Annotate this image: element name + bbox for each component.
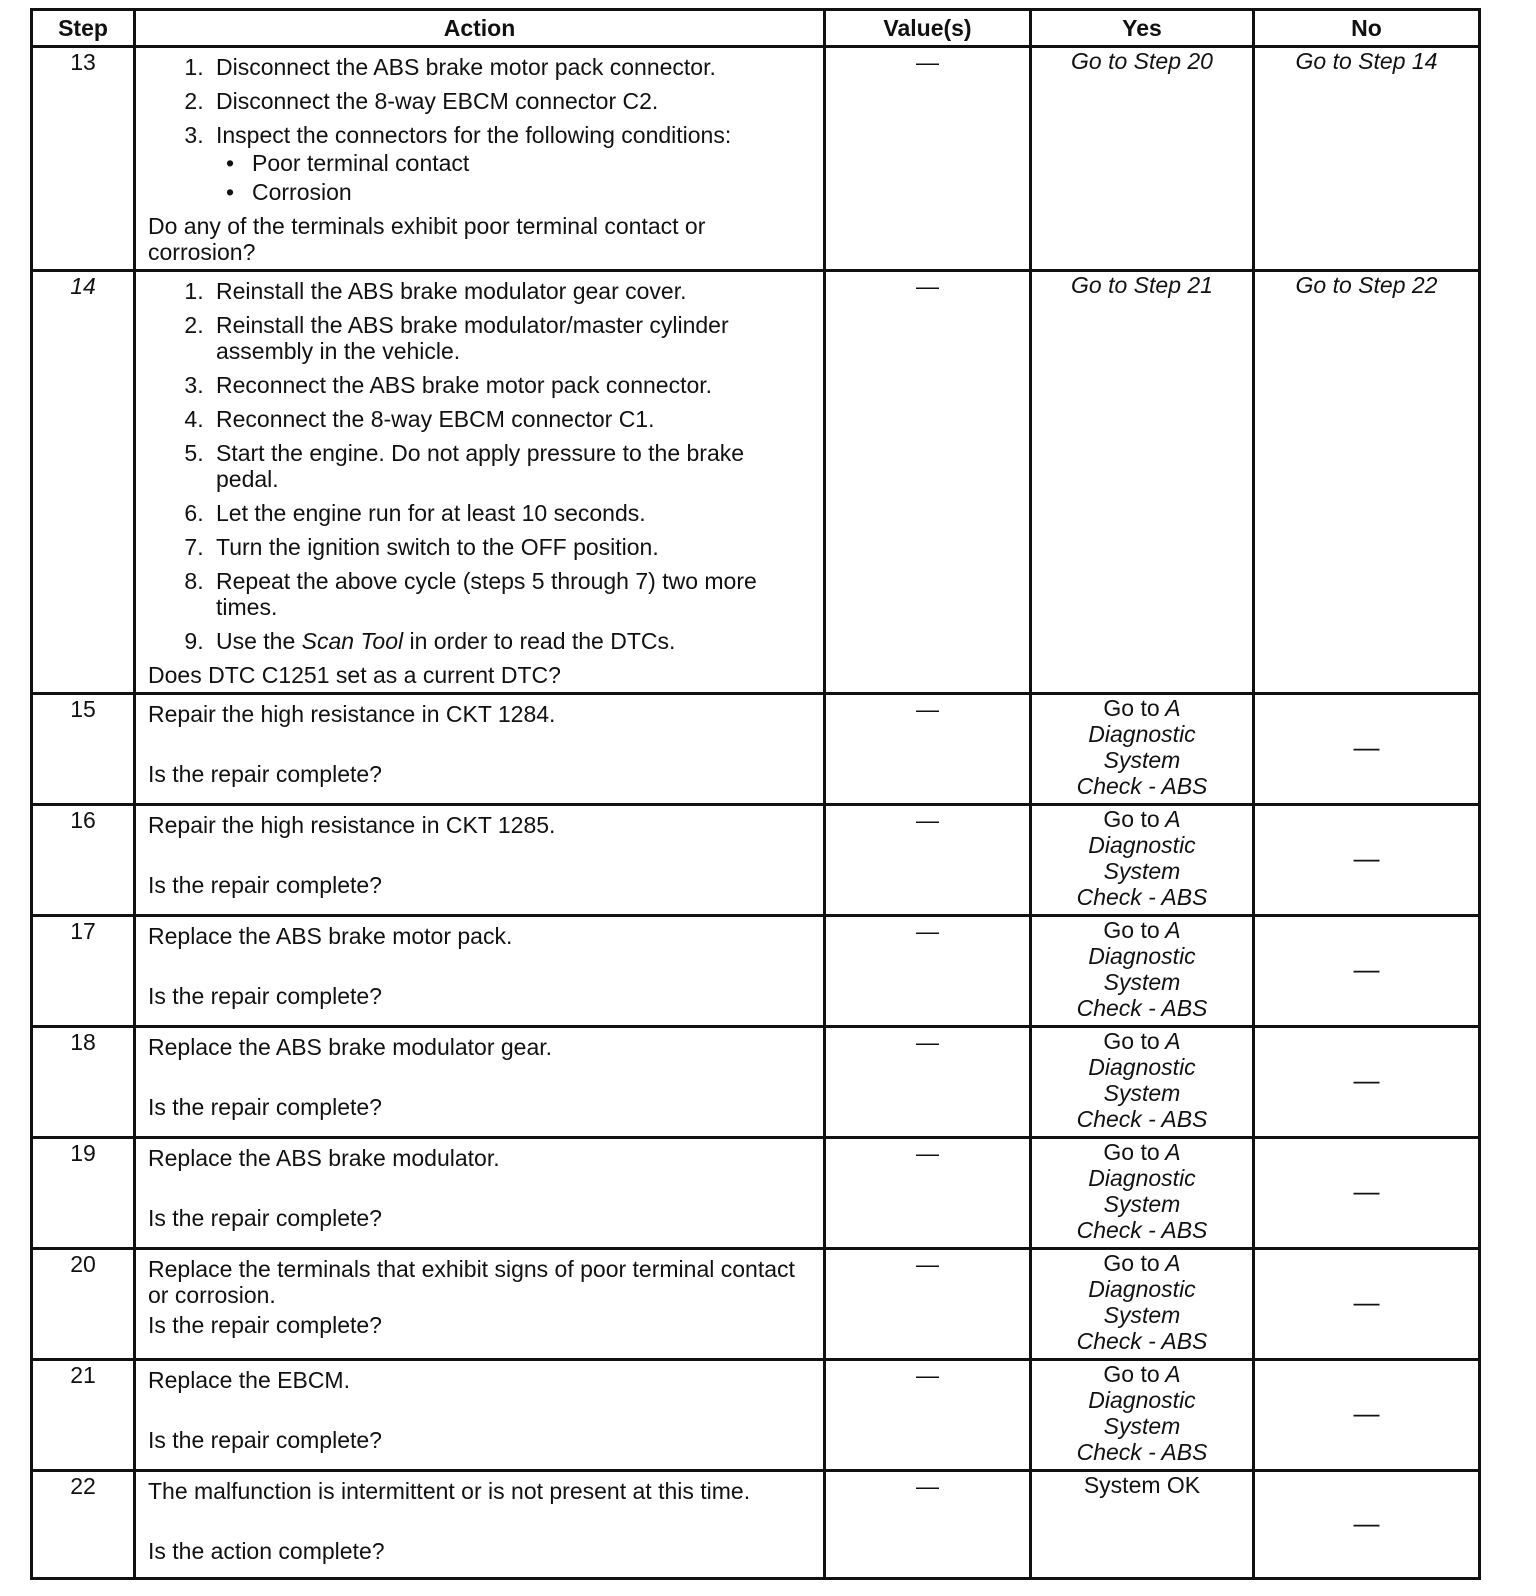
- goto-target: Check - ABS: [1076, 1217, 1208, 1243]
- goto-target: A: [1165, 1361, 1181, 1387]
- step-number: 16: [32, 805, 135, 916]
- action-question: Is the repair complete?: [148, 872, 382, 898]
- value-cell: —: [825, 1360, 1031, 1471]
- goto-target: Diagnostic: [1088, 832, 1196, 858]
- goto-target: Diagnostic: [1088, 1387, 1196, 1413]
- action-question: Does DTC C1251 set as a current DTC?: [148, 662, 561, 688]
- spacer: [148, 1060, 813, 1094]
- action-cell: [135, 1027, 825, 1138]
- action-cell: [135, 1360, 825, 1471]
- value-cell: —: [825, 805, 1031, 916]
- scan-tool-term: Scan Tool: [301, 628, 404, 654]
- header-yes: Yes: [1031, 10, 1254, 47]
- action-text: Replace the ABS brake motor pack.: [148, 923, 513, 949]
- action-cell: [135, 805, 825, 916]
- header-action: Action: [135, 10, 825, 47]
- goto-target: A: [1165, 917, 1181, 943]
- goto-target: System: [1103, 1302, 1181, 1328]
- no-cell: Go to Step 22: [1254, 271, 1480, 694]
- goto-target: Check - ABS: [1076, 995, 1208, 1021]
- action-item: 7. Turn the ignition switch to the OFF position.: [210, 534, 813, 560]
- no-cell: —: [1254, 1249, 1480, 1360]
- header-step: Step: [32, 10, 135, 47]
- yes-cell: [1031, 1027, 1254, 1138]
- goto-target: Check - ABS: [1076, 773, 1208, 799]
- value-cell: —: [825, 916, 1031, 1027]
- goto-target: Diagnostic: [1088, 1054, 1196, 1080]
- value-cell: —: [825, 694, 1031, 805]
- no-cell: —: [1254, 694, 1480, 805]
- value-cell: —: [825, 1027, 1031, 1138]
- yes-cell: [1031, 1138, 1254, 1249]
- goto-target: System: [1103, 858, 1181, 884]
- header-values: Value(s): [825, 10, 1031, 47]
- action-question: Is the repair complete?: [148, 1312, 382, 1338]
- action-cell: [135, 271, 825, 694]
- goto-target: System: [1103, 747, 1181, 773]
- no-cell: —: [1254, 1360, 1480, 1471]
- step-number: 19: [32, 1138, 135, 1249]
- spacer: [148, 1171, 813, 1205]
- table-row-step-19: [32, 1138, 1480, 1249]
- goto-target: A: [1165, 1139, 1181, 1165]
- goto-text: Go to: [1103, 1250, 1160, 1276]
- goto-target: A: [1165, 1250, 1181, 1276]
- no-cell: Go to Step 14: [1254, 47, 1480, 271]
- step-number: 17: [32, 916, 135, 1027]
- goto-text: Go to: [1103, 1361, 1160, 1387]
- goto-target: Diagnostic: [1088, 1276, 1196, 1302]
- action-item: 2. Disconnect the 8-way EBCM connector C2.: [210, 88, 813, 114]
- table-row-step-20: [32, 1249, 1480, 1360]
- action-item: 1. Disconnect the ABS brake motor pack connector.: [210, 54, 813, 80]
- value-cell: —: [825, 1471, 1031, 1579]
- table-row-step-22: [32, 1471, 1480, 1579]
- action-item: 8. Repeat the above cycle (steps 5 through 7) two more times.: [210, 568, 813, 620]
- value-cell: —: [825, 271, 1031, 694]
- spacer: [148, 727, 813, 761]
- yes-cell: [1031, 1360, 1254, 1471]
- action-question: Is the action complete?: [148, 1538, 385, 1564]
- table-row-step-13: [32, 47, 1480, 271]
- action-cell: [135, 1138, 825, 1249]
- goto-target: System: [1103, 1080, 1181, 1106]
- action-text: The malfunction is intermittent or is not present at this time.: [148, 1478, 751, 1504]
- no-cell: —: [1254, 1138, 1480, 1249]
- goto-target: A: [1165, 1028, 1181, 1054]
- no-cell: —: [1254, 1027, 1480, 1138]
- goto-text: Go to: [1103, 1028, 1160, 1054]
- condition-item: • Poor terminal contact: [246, 150, 813, 176]
- action-item: [210, 628, 813, 654]
- goto-target: Diagnostic: [1088, 721, 1196, 747]
- step-number: 15: [32, 694, 135, 805]
- goto-target: A: [1165, 806, 1181, 832]
- condition-list: [216, 150, 813, 205]
- goto-text: Go to: [1103, 695, 1160, 721]
- step-number: 18: [32, 1027, 135, 1138]
- yes-cell: Go to Step 20: [1031, 47, 1254, 271]
- action-item: 6. Let the engine run for at least 10 seconds.: [210, 500, 813, 526]
- yes-cell: [1031, 1249, 1254, 1360]
- value-cell: —: [825, 47, 1031, 271]
- diagnostic-table: [30, 8, 1481, 1580]
- step-number: 13: [32, 47, 135, 271]
- action-list: [148, 278, 813, 654]
- table-row-step-18: [32, 1027, 1480, 1138]
- yes-cell: Go to Step 21: [1031, 271, 1254, 694]
- action-text: Replace the ABS brake modulator.: [148, 1145, 500, 1171]
- yes-cell: [1031, 694, 1254, 805]
- yes-cell: [1031, 805, 1254, 916]
- action-text: Replace the EBCM.: [148, 1367, 350, 1393]
- goto-target: Check - ABS: [1076, 1328, 1208, 1354]
- header-row: [32, 10, 1480, 47]
- action-text: Repair the high resistance in CKT 1284.: [148, 701, 556, 727]
- no-cell: —: [1254, 805, 1480, 916]
- spacer: [148, 949, 813, 983]
- condition-item: • Corrosion: [246, 179, 813, 205]
- goto-target: System: [1103, 969, 1181, 995]
- action-cell: [135, 1249, 825, 1360]
- goto-target: System: [1103, 1413, 1181, 1439]
- action-item: 1. Reinstall the ABS brake modulator gear cover.: [210, 278, 813, 304]
- action-list: [148, 54, 813, 205]
- goto-target: Diagnostic: [1088, 943, 1196, 969]
- step-number: 21: [32, 1360, 135, 1471]
- goto-target: Check - ABS: [1076, 1439, 1208, 1465]
- action-item: [210, 122, 813, 205]
- table-row-step-17: [32, 916, 1480, 1027]
- table-row-step-14: [32, 271, 1480, 694]
- spacer: [148, 1504, 813, 1538]
- goto-text: Go to: [1103, 1139, 1160, 1165]
- action-item-text: Use the: [216, 628, 302, 654]
- yes-cell: [1031, 916, 1254, 1027]
- action-text: Replace the ABS brake modulator gear.: [148, 1034, 553, 1060]
- step-number: 14: [32, 271, 135, 694]
- value-cell: —: [825, 1249, 1031, 1360]
- action-question: Is the repair complete?: [148, 1094, 382, 1120]
- repair-rows: [32, 694, 1480, 1579]
- no-cell: —: [1254, 1471, 1480, 1579]
- action-question: Do any of the terminals exhibit poor terminal contact or corrosion?: [148, 213, 706, 265]
- step-number: 20: [32, 1249, 135, 1360]
- no-cell: —: [1254, 916, 1480, 1027]
- goto-text: Go to: [1103, 917, 1160, 943]
- action-cell: [135, 694, 825, 805]
- action-item-text: Inspect the connectors for the following conditions:: [216, 122, 732, 148]
- goto-target: A: [1165, 695, 1181, 721]
- action-item: 5. Start the engine. Do not apply pressure to the brake pedal.: [210, 440, 813, 492]
- spacer: [148, 1393, 813, 1427]
- table-row-step-15: [32, 694, 1480, 805]
- header-no: No: [1254, 10, 1480, 47]
- goto-target: Check - ABS: [1076, 1106, 1208, 1132]
- action-cell: [135, 916, 825, 1027]
- action-cell: [135, 1471, 825, 1579]
- table-row-step-16: [32, 805, 1480, 916]
- value-cell: —: [825, 1138, 1031, 1249]
- spacer: [148, 838, 813, 872]
- action-text: Repair the high resistance in CKT 1285.: [148, 812, 556, 838]
- action-question: Is the repair complete?: [148, 761, 382, 787]
- goto-target: System: [1103, 1191, 1181, 1217]
- action-item: 2. Reinstall the ABS brake modulator/master cylinder assembly in the vehicle.: [210, 312, 813, 364]
- action-text: Replace the terminals that exhibit signs of poor terminal contact or corrosion.: [148, 1256, 795, 1308]
- yes-cell: System OK: [1031, 1471, 1254, 1579]
- action-question: Is the repair complete?: [148, 1205, 382, 1231]
- step-number: 22: [32, 1471, 135, 1579]
- goto-text: Go to: [1103, 806, 1160, 832]
- action-question: Is the repair complete?: [148, 983, 382, 1009]
- action-item: 3. Reconnect the ABS brake motor pack connector.: [210, 372, 813, 398]
- action-item-text: in order to read the DTCs.: [403, 628, 676, 654]
- action-cell: [135, 47, 825, 271]
- goto-target: Diagnostic: [1088, 1165, 1196, 1191]
- action-question: Is the repair complete?: [148, 1427, 382, 1453]
- goto-target: Check - ABS: [1076, 884, 1208, 910]
- table-row-step-21: [32, 1360, 1480, 1471]
- action-item: 4. Reconnect the 8-way EBCM connector C1.: [210, 406, 813, 432]
